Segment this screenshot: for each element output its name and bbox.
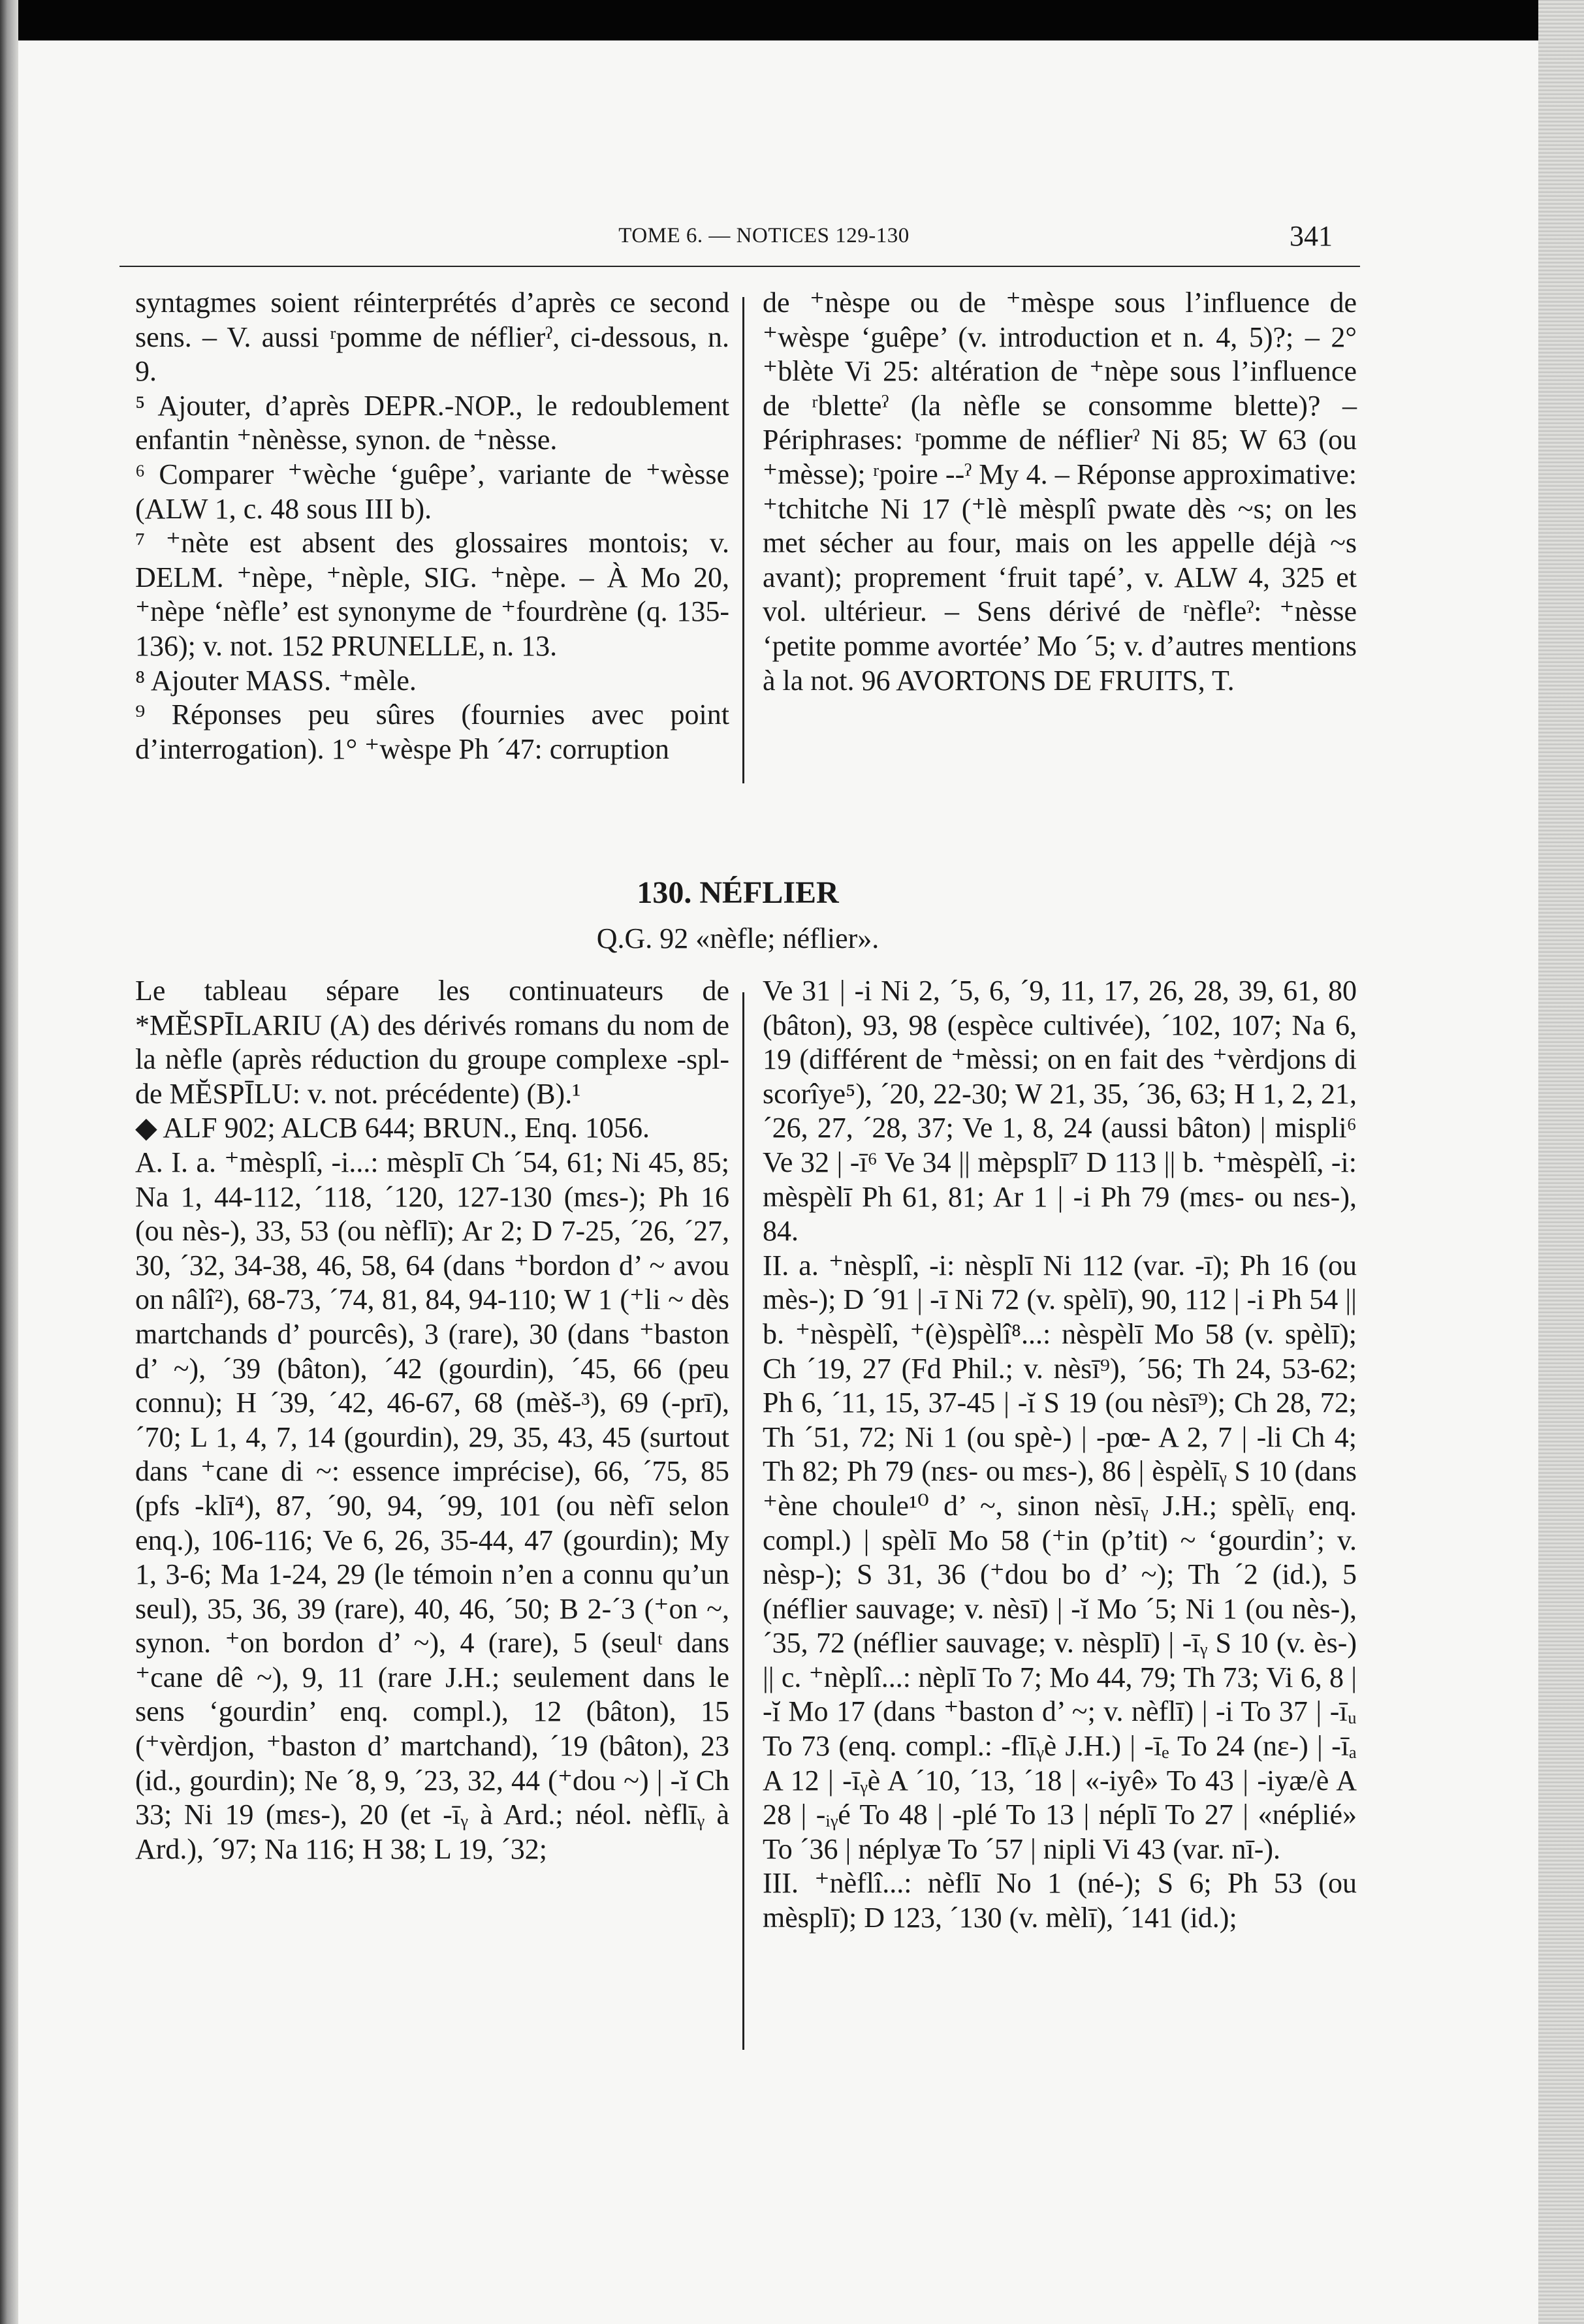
footnotes-column [135, 286, 729, 766]
footnote-continuation: syntagmes soient réinterprétés d’après ce second sens. – V. aussi ʳpomme de néflierˀ, ci-dessous, n. 9. [135, 287, 729, 388]
footnote-8: ⁸ Ajouter MASS. ⁺mèle. [135, 664, 417, 697]
scan-dark-border-top [0, 0, 1584, 40]
scan-page-edges [1538, 0, 1584, 2324]
header-rule [119, 266, 1360, 267]
footnote-9: ⁹ Réponses peu sûres (fournies avec point d’interrogation). 1° ⁺wèspe Ph ´47: corruption [135, 699, 729, 765]
section-subtitle: Q.G. 92 «nèfle; néflier». [596, 922, 879, 954]
entry-A-I-a: A. I. a. ⁺mèsplî, -i...: mèsplī Ch ´54, 61; Ni 45, 85; Na 1, 44-112, ´118, ´120, 127-130 (mɛs-); Ph 16 (ou nès-), 33, 53 (ou nèflī); Ar 2; D 7-25, ´26, ´27, 30, ´32, 34-38, 46, 58, 64 (dans ⁺bordon d’ ~ avou on nâlî²), 68-73, ´74, 81, 84, 94-110; W 1 (⁺li ~ dès martchands d’ pourcês), 3 (rare), 30 (dans ⁺baston d’ ~), ´39 (bâton), ´42 (gourdin), ´45, 66 (peu connu); H ´39, ´42, 46-67, 68 (mèš-³), 69 (-prī), ´70; L 1, 4, 7, 14 (gourdin), 29, 35, 43, 45 (surtout dans ⁺cane di ~: essence imprécise), 66, ´75, 85 (pfs -klī⁴), 87, ´90, 94, ´99, 101 (ou nèfī selon enq.), 106-116; Ve 6, 26, 35-44, 47 (gourdin); My 1, 3-6; Ma 1-24, 29 (le témoin n’en a connu qu’un seul), 35, 36, 39 (rare), 40, 46, ´50; B 2-´3 (⁺on ~, synon. ⁺on bordon d’ ~), 4 (rare), 5 (seulᵗ dans ⁺cane dê ~), 9, 11 (rare J.H.; seulement dans le sens ‘gourdin’ enq. compl.), 12 (bâton), 15 (⁺vèrdjon, ⁺baston d’ martchand), ´19 (bâton), 23 (id., gourdin); Ne ´8, 9, ´23, 32, 44 (⁺dou ~) | -ĭ Ch 33; Ni 19 (mɛs-), 20 (et -īᵧ à Ard.; néol. nèflīᵧ à Ard.), ´97; Na 116; H 38; L 19, ´32; [135, 1146, 729, 1865]
sources-line: ◆ ALF 902; ALCB 644; BRUN., Enq. 1056. [135, 1112, 650, 1144]
footnote-5: ⁵ Ajouter, d’après DEPR.-NOP., le redoublement enfantin ⁺nènèsse, synon. de ⁺nèsse. [135, 389, 729, 456]
column-divider-top [742, 297, 744, 783]
scan-binding-shadow [0, 0, 18, 2324]
running-title: TOME 6. — NOTICES 129-130 [618, 224, 910, 247]
main-left-column [135, 974, 729, 1866]
entry-A-I-continued: Ve 31 | -i Ni 2, ´5, 6, ´9, 11, 17, 26, 28, 39, 61, 80 (bâton), 93, 98 (espèce cultivée), ´102, 107; Na 6, 19 (différent de ⁺mèssi; on en fait des ⁺vèrdjons di scorîye⁵), ´20, 22-30; W 21, 35, ´36, 63; H 1, 2, 21, ´26, 27, ´28, 37; Ve 1, 8, 24 (aussi bâton) | mispli⁶ Ve 32 | -ī⁶ Ve 34 || mèpsplī⁷ D 113 || b. ⁺mèspèlî, -i: mèspèlī Ph 61, 81; Ar 1 | -i Ph 79 (mɛs- ou nɛs-), 84. [763, 975, 1357, 1248]
entry-A-III: III. ⁺nèflî...: nèflī No 1 (né-); S 6; Ph 53 (ou mèsplī); D 123, ´130 (v. mèlī), ´141 (id.); [763, 1867, 1357, 1934]
section-title: 130. NÉFLIER [637, 875, 839, 910]
page-number: 341 [1290, 220, 1333, 252]
footnote-9-continuation: de ⁺nèspe ou de ⁺mèspe sous l’influence de ⁺wèspe ‘guêpe’ (v. introduction et n. 4, 5)?; – 2° ⁺blète Vi 25: altération de ⁺nèpe sous l’influence de ʳbletteˀ (la nèfle se consomme blette)? – Périphrases: ʳpomme de néflierˀ Ni 85; W 63 (ou ⁺mèsse); ʳpoire --ˀ My 4. – Réponse approximative: ⁺tchitche Ni 17 (⁺lè mèsplî pwate dès ~s; on les met sécher au four, mais on les appelle déjà ~s avant); proprement ‘fruit tapé’, v. ALW 4, 325 et vol. ultérieur. – Sens dérivé de ʳnèfleˀ: ⁺nèsse ‘petite pomme avortée’ Mo ´5; v. d’autres mentions à la not. 96 AVORTONS DE FRUITS, T. [763, 287, 1357, 697]
footnote-6: ⁶ Comparer ⁺wèche ‘guêpe’, variante de ⁺wèsse (ALW 1, c. 48 sous III b). [135, 458, 729, 525]
entry-A-II: II. a. ⁺nèsplî, -i: nèsplī Ni 112 (var. -ī); Ph 16 (ou mès-); D ´91 | -ī Ni 72 (v. spèlī), 90, 112 | -i Ph 54 || b. ⁺nèspèlî, ⁺(è)spèlî⁸...: nèspèlī Mo 58 (v. spèlī); Ch ´19, 27 (Fd Phil.; v. nèsī⁹), ´56; Th 24, 53-62; Ph 6, ´11, 15, 37-45 | -ĭ S 19 (ou nèsī⁹); Ch 28, 72; Th ´51, 72; Ni 1 (ou spè-) | -pœ- A 2, 7 | -li Ch 4; Th 82; Ph 79 (nɛs- ou mɛs-), 86 | èspèlīᵧ S 10 (dans ⁺ène choule¹⁰ d’ ~, sinon nèsīᵧ J.H.; spèlīᵧ enq. compl.) | spèlī Mo 58 (⁺in (p’tit) ~ ‘gourdin’; v. nèsp-); S 31, 36 (⁺dou bo d’ ~); Th ´2 (id.), 5 (néflier sauvage; v. nèsī) | -ĭ Mo ´5; Ni 1 (ou nès-), ´35, 72 (néflier sauvage; v. nèsplī) | -īᵧ S 10 (v. ès-) || c. ⁺nèplî...: nèplī To 7; Mo 44, 79; Th 73; Vi 6, 8 | -ĭ Mo 17 (dans ⁺baston d’ ~; v. nèflī) | -i To 37 | -īᵤ To 73 (enq. compl.: -flīᵧè J.H.) | -īₑ To 24 (nɛ-) | -īₐ A 12 | -īᵧè A ´10, ´13, ´18 | «-iyê» To 43 | -iyæ/è A 28 | -ᵢᵧé To 48 | -plé To 13 | néplī To 27 | «néplié» To ´36 | néplyæ To ´57 | nipli Vi 43 (var. nī-). [763, 1249, 1357, 1865]
footnote-7: ⁷ ⁺nète est absent des glossaires montois; v. DELM. ⁺nèpe, ⁺nèple, SIG. ⁺nèpe. – À Mo 20, ⁺nèpe ‘nèfle’ est synonyme de ⁺fourdrène (q. 135-136); v. not. 152 PRUNELLE, n. 13. [135, 527, 729, 662]
column-divider-bottom [742, 992, 744, 2050]
intro-paragraph: Le tableau sépare les continuateurs de *MĔSPĪLARIU (A) des dérivés romans du nom de la nèfle (après réduction du groupe complexe -spl- de MĔSPĪLU: v. not. précédente) (B).¹ [135, 975, 729, 1110]
main-right-column [763, 974, 1357, 1936]
footnote-9-continuation-column [763, 286, 1357, 698]
